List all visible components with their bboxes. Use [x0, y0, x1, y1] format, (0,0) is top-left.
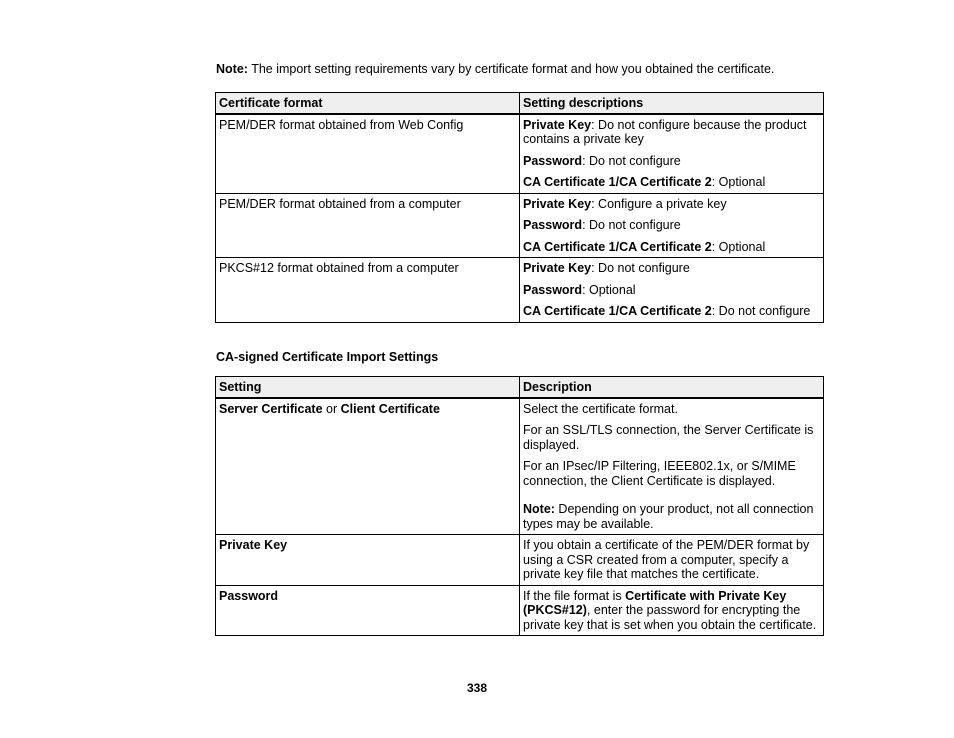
note-label: Note:	[523, 502, 555, 516]
setting-key: Private Key	[523, 117, 592, 132]
setting-name: Private Key	[219, 538, 288, 552]
column-header-setting: Setting	[216, 377, 520, 398]
setting-key: CA Certificate 1/CA Certificate 2	[523, 239, 712, 254]
description-text: , enter the password for encrypting the private key that is set when you obtain the certificate.	[523, 603, 817, 632]
setting-key: Private Key	[523, 261, 592, 275]
table-header-row	[216, 93, 824, 114]
setting-value: : Optional	[711, 239, 766, 254]
setting-value: : Do not configure	[582, 218, 681, 232]
import-note	[216, 62, 836, 77]
table-header-row	[216, 377, 824, 398]
description-paragraph: For an IPsec/IP Filtering, IEEE802.1x, or S/MIME connection, the Client Certificate is displayed.	[523, 459, 796, 488]
setting-key: Password	[523, 153, 583, 168]
description-paragraph: Select the certificate format.	[523, 401, 678, 416]
setting-item	[523, 283, 820, 298]
table-row	[216, 535, 824, 586]
import-settings-table	[215, 376, 824, 636]
setting-item	[523, 240, 820, 255]
setting-item	[523, 197, 820, 212]
setting-descriptions-cell	[520, 114, 824, 194]
description-cell	[520, 398, 824, 535]
certificate-format-table	[215, 92, 824, 323]
description-bold-text: Certificate with Private Key (PKCS#12)	[523, 588, 787, 617]
setting-item	[523, 261, 820, 276]
setting-value: : Configure a private key	[591, 196, 727, 211]
setting-item	[523, 304, 820, 319]
setting-value: : Do not configure	[591, 261, 690, 275]
table-row	[216, 193, 824, 258]
setting-item	[523, 218, 820, 233]
note-label: Note:	[216, 62, 248, 76]
setting-value: : Optional	[582, 282, 636, 297]
setting-item	[523, 175, 820, 190]
setting-key: CA Certificate 1/CA Certificate 2	[523, 175, 712, 189]
certificate-format-cell: PEM/DER format obtained from Web Config	[216, 114, 520, 194]
page-number: 338	[466, 681, 488, 695]
description-cell	[520, 585, 824, 636]
setting-descriptions-cell	[520, 258, 824, 323]
setting-key: Password	[523, 282, 583, 297]
setting-key: CA Certificate 1/CA Certificate 2	[523, 304, 712, 318]
table-row	[216, 258, 824, 323]
setting-connector: or	[322, 401, 341, 416]
setting-key: Password	[523, 218, 583, 232]
setting-value: : Do not configure	[582, 153, 681, 168]
setting-value: : Do not configure	[711, 304, 811, 318]
certificate-format-cell: PEM/DER format obtained from a computer	[216, 193, 520, 258]
table-row	[216, 114, 824, 194]
certificate-format-cell: PKCS#12 format obtained from a computer	[216, 258, 520, 323]
column-header-setting-descriptions: Setting descriptions	[520, 93, 824, 114]
description-text: If the file format is	[523, 588, 626, 603]
table-row	[216, 398, 824, 535]
table-row	[216, 585, 824, 636]
setting-key: Private Key	[523, 196, 592, 211]
description-cell: If you obtain a certificate of the PEM/DER format by using a CSR created from a computer, specify a private key file that matches the certificate.	[520, 535, 824, 586]
setting-cell	[216, 398, 520, 535]
setting-item	[523, 154, 820, 169]
column-header-certificate-format: Certificate format	[216, 93, 520, 114]
note-text: The import setting requirements vary by certificate format and how you obtained the certificate.	[247, 62, 775, 76]
description-paragraph: For an SSL/TLS connection, the Server Certificate is displayed.	[523, 423, 814, 452]
setting-name: Server Certificate	[219, 401, 323, 416]
setting-cell	[216, 535, 520, 586]
setting-descriptions-cell	[520, 193, 824, 258]
column-header-description: Description	[520, 377, 824, 398]
setting-value: : Optional	[711, 175, 766, 189]
setting-item	[523, 118, 820, 147]
note-text: Depending on your product, not all connection types may be available.	[523, 502, 814, 531]
section-heading: CA-signed Certificate Import Settings	[216, 350, 439, 364]
setting-name: Client Certificate	[340, 401, 440, 416]
setting-value: : Do not configure because the product contains a private key	[523, 117, 807, 146]
setting-name: Password	[219, 588, 279, 603]
setting-cell	[216, 585, 520, 636]
description-note	[523, 502, 820, 531]
